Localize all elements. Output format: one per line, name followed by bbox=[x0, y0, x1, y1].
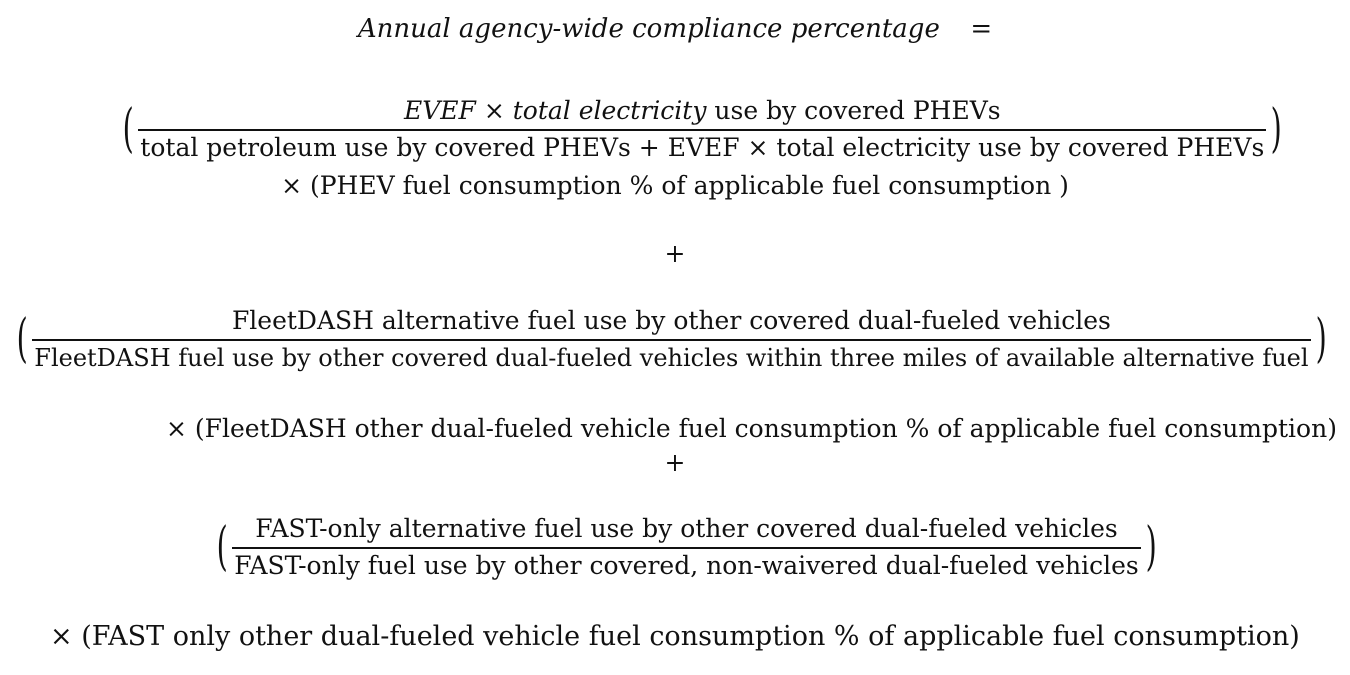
term1-numerator-rest: use by covered PHEVs bbox=[706, 96, 1001, 125]
term3-multiplier: × (FAST only other dual-fueled vehicle fuel consumption % of applicable fuel consumption) bbox=[50, 621, 1300, 652]
equals-sign: = bbox=[970, 14, 993, 44]
term1-fraction bbox=[118, 96, 1287, 163]
plus-sign-2: + bbox=[664, 448, 686, 477]
close-paren: ) bbox=[1315, 309, 1327, 370]
term1-numerator-italic: EVEF × total electricity bbox=[403, 96, 707, 125]
term2-fraction-bar bbox=[32, 339, 1310, 341]
term1-fraction-body bbox=[138, 96, 1266, 163]
term2-denominator: FleetDASH fuel use by other covered dual-fueled vehicles within three miles of available alternative fuel bbox=[34, 343, 1309, 372]
term2-numerator: FleetDASH alternative fuel use by other covered dual-fueled vehicles bbox=[231, 306, 1111, 335]
term3-numerator: FAST-only alternative fuel use by other covered dual-fueled vehicles bbox=[255, 514, 1118, 543]
term3-denominator: FAST-only fuel use by other covered, non-waivered dual-fueled vehicles bbox=[234, 550, 1139, 580]
lhs-label: Annual agency-wide compliance percentage bbox=[357, 14, 940, 44]
term3-fraction bbox=[212, 514, 1161, 581]
term1-multiplier: × (PHEV fuel consumption % of applicable fuel consumption ) bbox=[281, 171, 1069, 200]
open-paren: ( bbox=[16, 309, 28, 370]
term2-fraction bbox=[12, 306, 1331, 373]
equation-title bbox=[0, 14, 1350, 44]
term1-numerator bbox=[402, 96, 1003, 126]
open-paren: ( bbox=[216, 517, 228, 578]
close-paren: ) bbox=[1145, 517, 1157, 578]
term2-fraction-body bbox=[32, 306, 1310, 373]
term2-multiplier: × (FleetDASH other dual-fueled vehicle fuel consumption % of applicable fuel consumption) bbox=[166, 414, 1337, 443]
close-paren: ) bbox=[1270, 99, 1283, 160]
term1-denominator: total petroleum use by covered PHEVs + EVEF × total electricity use by covered PHEVs bbox=[140, 132, 1265, 162]
term3-fraction-body bbox=[232, 514, 1140, 581]
term3-fraction-bar bbox=[232, 547, 1140, 549]
plus-sign-1: + bbox=[664, 239, 686, 268]
term1-fraction-bar bbox=[138, 129, 1266, 131]
open-paren: ( bbox=[122, 99, 134, 160]
